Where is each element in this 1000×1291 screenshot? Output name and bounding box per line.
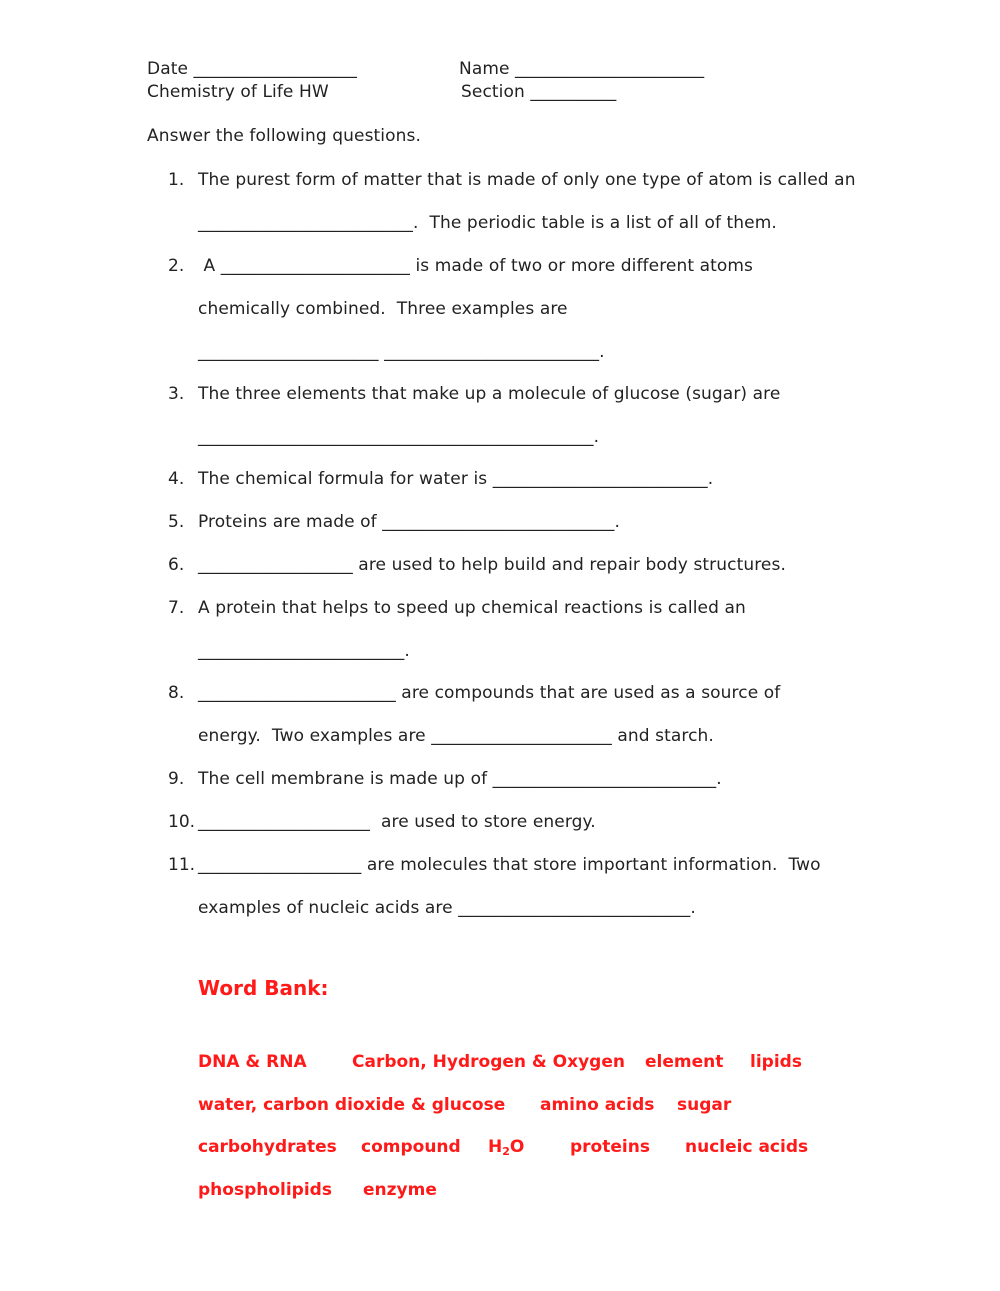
question-number: 3. xyxy=(168,384,185,404)
word-bank-term-h2o xyxy=(488,1136,524,1158)
word-bank-term: proteins xyxy=(570,1137,650,1157)
word-bank-term: carbohydrates xyxy=(198,1137,337,1157)
question-text: energy. Two examples are _____________________ and starch. xyxy=(198,726,714,746)
question-text: ___________________ are molecules that store important information. Two xyxy=(198,855,821,875)
word-bank-term: amino acids xyxy=(540,1095,655,1115)
question-text: A ______________________ is made of two or more different atoms xyxy=(198,256,754,276)
question-text: ________________________. xyxy=(198,641,410,661)
question-number: 4. xyxy=(168,469,185,489)
name-field: Name ______________________ xyxy=(459,59,705,79)
question-text: Proteins are made of ___________________________. xyxy=(198,512,620,532)
question-text: examples of nucleic acids are ___________________________. xyxy=(198,898,696,918)
instructions: Answer the following questions. xyxy=(147,126,421,146)
word-bank-term: sugar xyxy=(677,1095,732,1115)
question-text: __________________ are used to help build and repair body structures. xyxy=(198,555,786,575)
question-number: 6. xyxy=(168,555,185,575)
date-field: Date ___________________ xyxy=(147,59,357,79)
question-text: ____________________ are used to store energy. xyxy=(198,812,596,832)
h2o-subscript: 2 xyxy=(502,1145,510,1158)
question-number: 5. xyxy=(168,512,185,532)
question-text: The cell membrane is made up of __________________________. xyxy=(198,769,722,789)
word-bank-term: lipids xyxy=(750,1052,802,1072)
word-bank-term: element xyxy=(645,1052,724,1072)
question-number: 1. xyxy=(168,170,185,190)
question-text: The chemical formula for water is _________________________. xyxy=(198,469,714,489)
question-number: 9. xyxy=(168,769,185,789)
section-field: Section __________ xyxy=(461,82,617,102)
question-text: ______________________________________________. xyxy=(198,427,600,447)
question-number: 11. xyxy=(168,855,196,875)
worksheet-title: Chemistry of Life HW xyxy=(147,82,329,102)
question-text: chemically combined. Three examples are xyxy=(198,299,568,319)
word-bank-term: enzyme xyxy=(363,1180,437,1200)
question-text: The three elements that make up a molecule of glucose (sugar) are xyxy=(198,384,781,404)
word-bank-term: phospholipids xyxy=(198,1180,332,1200)
word-bank-term: Carbon, Hydrogen & Oxygen xyxy=(352,1052,625,1072)
word-bank-term: DNA & RNA xyxy=(198,1052,307,1072)
question-text: The purest form of matter that is made of only one type of atom is called an xyxy=(198,170,856,190)
word-bank-term: water, carbon dioxide & glucose xyxy=(198,1095,506,1115)
question-text: _______________________ are compounds that are used as a source of xyxy=(198,683,781,703)
word-bank-term: nucleic acids xyxy=(685,1137,809,1157)
h2o-o: O xyxy=(509,1137,525,1157)
question-number: 7. xyxy=(168,598,185,618)
question-text: A protein that helps to speed up chemical reactions is called an xyxy=(198,598,746,618)
word-bank-title: Word Bank: xyxy=(198,976,329,1000)
question-number: 2. xyxy=(168,256,185,276)
word-bank-term: compound xyxy=(361,1137,461,1157)
question-text: _________________________. The periodic table is a list of all of them. xyxy=(198,213,777,233)
question-number: 10. xyxy=(168,812,196,832)
question-text: _____________________ _________________________. xyxy=(198,342,605,362)
question-number: 8. xyxy=(168,683,185,703)
h2o-h: H xyxy=(488,1137,503,1157)
